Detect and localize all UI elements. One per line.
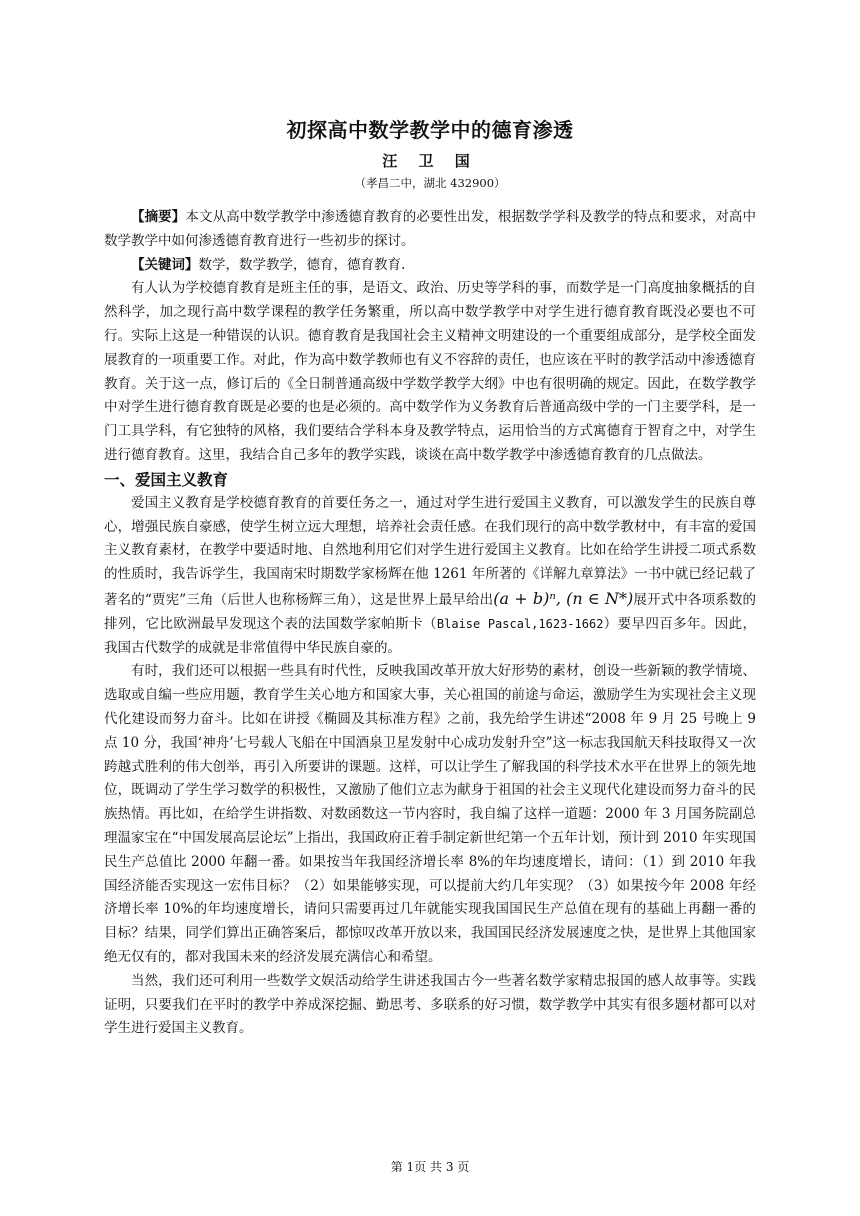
binomial-formula: (a + b)ⁿ, (n ∈ N*)	[493, 588, 634, 608]
abstract-paragraph	[104, 206, 756, 254]
section1-paragraph-2: 有时，我们还可以根据一些具有时代性，反映我国改革开放大好形势的素材，创设一些新颖的教学情境、选取或自编一些应用题，教育学生关心地方和国家大事，关心祖国的前途与命运，激励学生为实现社会主义现代化建设而努力奋斗。比如在讲授《椭圆及其标准方程》之前，我先给学生讲述“2008 年 9 月 25 号晚上 9 点 10 分，我国‘神舟’七号载人飞船在中国酒泉卫星发射中心成功发射升空”这一标志我国航天科技取得又一次跨越式胜利的伟大创举，再引入所要讲的课题。这样，可以让学生了解我国的科学技术水平在世界上的领先地位，既调动了学生学习数学的积极性，又激励了他们立志为献身于祖国的社会主义现代化建设而努力奋斗的民族热情。再比如，在给学生讲指数、对数函数这一节内容时，我自编了这样一道题：2000 年 3 月国务院副总理温家宝在“中国发展高层论坛”上指出，我国政府正着手制定新世纪第一个五年计划，预计到 2010 年实现国民生产总值比 2000 年翻一番。如果按当年我国经济增长率 8%的年均速度增长，请问：（1）到 2010 年我国经济能否实现这一宏伟目标？（2）如果能够实现，可以提前大约几年实现？（3）如果按今年 2008 年经济增长率 10%的年均速度增长，请问只需要再过几年就能实现我国国民生产总值在现有的基础上再翻一番的目标？结果，同学们算出正确答案后，都惊叹改革开放以来，我国国民经济发展速度之快，是世界上其他国家绝无仅有的，都对我国未来的经济发展充满信心和希望。	[104, 663, 756, 965]
intro-paragraph: 有人认为学校德育教育是班主任的事，是语文、政治、历史等学科的事，而数学是一门高度抽象概括的自然科学，加之现行高中数学课程的教学任务繁重，所以高中数学教学中对学生进行德育教育既没必要也不可行。实际上这是一种错误的认识。德育教育是我国社会主义精神文明建设的一个重要组成部分，是学校全面发展教育的一项重要工作。对此，作为高中数学教师也有义不容辞的责任，也应该在平时的教学活动中渗透德育教育。关于这一点，修订后的《全日制普通高级中学数学教学大纲》中也有很明确的规定。因此，在数学教学中对学生进行德育教育既是必要的也是必须的。高中数学作为义务教育后普通高级中学的一门主要学科，是一门工具学科，有它独特的风格，我们要结合学科本身及教学特点，运用恰当的方式寓德育于智育之中，对学生进行德育教育。这里，我结合自己多年的教学实践，谈谈在高中数学教学中渗透德育教育的几点做法。	[104, 280, 756, 463]
section1-paragraph-3: 当然，我们还可利用一些数学文娱活动给学生讲述我国古今一些著名数学家精忠报国的感人故事等。实践证明，只要我们在平时的教学中养成深挖掘、勤思考、多联系的好习惯，数学教学中其实有很多题材都可以对学生进行爱国主义教育。	[104, 972, 756, 1037]
section1-para1-text-c: ）要早四百多年。因此，我国古代数学的成就是非常值得中华民族自豪的。	[104, 615, 757, 656]
section1-para1-text-b: 展开式中各项系数的排列，它比欧洲最早发现这个表的法国数学家帕斯卡（	[104, 591, 757, 632]
section-heading-patriotism: 一、爱国主义教育	[104, 470, 229, 489]
author-affiliation: （孝昌二中，湖北 432900）	[354, 176, 506, 190]
pascal-name: Blaise Pascal,1623-1662	[436, 616, 604, 631]
section1-paragraph-1	[104, 492, 756, 661]
page-footer: 第 1页 共 3 页	[390, 1160, 470, 1174]
keywords-text: 数学，数学教学，德育，德育教育.	[198, 256, 406, 273]
section1-para1-text-a: 爱国主义教育是学校德育教育的首要任务之一，通过对学生进行爱国主义教育，可以激发学生的民族自尊心，增强民族自豪感，使学生树立远大理想，培养社会责任感。在我们现行的高中数学教材中，有丰富的爱国主义教育素材，在教学中要适时地、自然地利用它们对学生进行爱国主义教育。比如在给学生讲授二项式系数的性质时，我告诉学生，我国南宋时期数学家杨辉在他 1261 年所著的《详解九章算法》一书中就已经记载了著名的“贾宪”三角（后世人也称杨辉三角），这是世界上最早给出	[104, 494, 756, 608]
author-name: 汪 卫 国	[382, 152, 478, 170]
abstract-text: 本文从高中数学教学中渗透德育教育的必要性出发，根据数学学科及教学的特点和要求，对高中数学教学中如何渗透德育教育进行一些初步的探讨。	[104, 209, 757, 249]
paper-title: 初探高中数学教学中的德育渗透	[286, 118, 574, 142]
abstract-label: 【摘要】	[131, 209, 186, 225]
keywords-label: 【关键词】	[131, 256, 199, 273]
paper-body	[104, 206, 756, 1041]
keywords-paragraph	[104, 254, 756, 278]
